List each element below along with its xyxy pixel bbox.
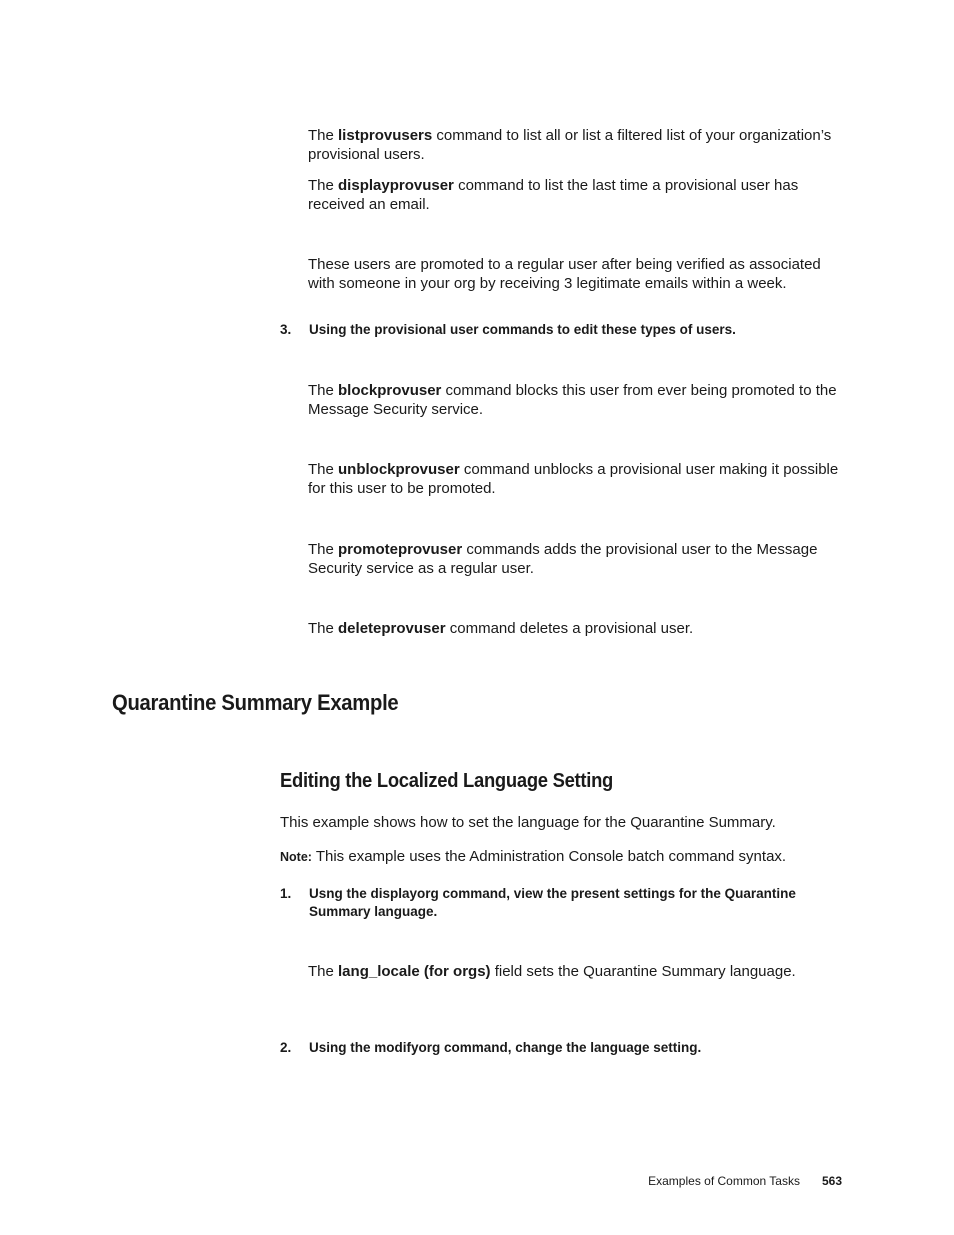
step-2 (280, 1039, 850, 1057)
note-text: This example uses the Administration Console batch command syntax. (311, 848, 787, 865)
command-name: blockprovuser (338, 382, 442, 399)
step-number: 1. (280, 886, 292, 901)
page-number: 563 (821, 1174, 842, 1188)
page-footer (560, 1174, 842, 1188)
step-number: 2. (280, 1040, 292, 1055)
subsection-heading: Editing the Localized Language Setting (280, 770, 613, 792)
paragraph-unblockprovuser: The unblockprovuser command unblocks a provisional user making it possible for this user to be promoted. (308, 461, 839, 497)
paragraph-blockprovuser: The blockprovuser command blocks this user from ever being promoted to the Message Security service. (308, 382, 837, 418)
paragraph-deleteprovuser: The deleteprovuser command deletes a provisional user. (308, 620, 694, 637)
note-paragraph (280, 847, 850, 867)
command-name: unblockprovuser (338, 461, 460, 478)
step-text: Using the provisional user commands to edit these types of users. (309, 322, 736, 337)
command-name: listprovusers (338, 127, 433, 144)
command-name: displayprovuser (338, 177, 454, 194)
paragraph-listprovusers: The listprovusers command to list all or list a filtered list of your organization’s provisional users. (308, 127, 832, 163)
footer-chapter: Examples of Common Tasks (648, 1174, 800, 1188)
intro-paragraph: This example shows how to set the language for the Quarantine Summary. (280, 814, 776, 831)
note-label: Note: (280, 850, 312, 864)
paragraph-promoteprovuser: The promoteprovuser commands adds the provisional user to the Message Security service as a regular user. (308, 541, 818, 577)
step-text: Usng the displayorg command, view the present settings for the Quarantine Summary language. (309, 886, 796, 919)
paragraph-lang-locale: The lang_locale (for orgs) field sets the Quarantine Summary language. (308, 963, 796, 980)
step-1 (280, 885, 850, 921)
field-name: lang_locale (for orgs) (338, 963, 491, 980)
paragraph-displayprovuser: The displayprovuser command to list the last time a provisional user has received an email. (308, 177, 799, 213)
command-name: deleteprovuser (338, 620, 446, 637)
step-number: 3. (280, 322, 292, 337)
step-3 (280, 321, 850, 339)
section-heading: Quarantine Summary Example (112, 690, 399, 715)
command-name: promoteprovuser (338, 541, 463, 558)
paragraph-promoted: These users are promoted to a regular user after being verified as associated with someone in your org by receiving 3 legitimate emails within a week. (308, 256, 821, 292)
step-text: Using the modifyorg command, change the language setting. (309, 1040, 702, 1055)
